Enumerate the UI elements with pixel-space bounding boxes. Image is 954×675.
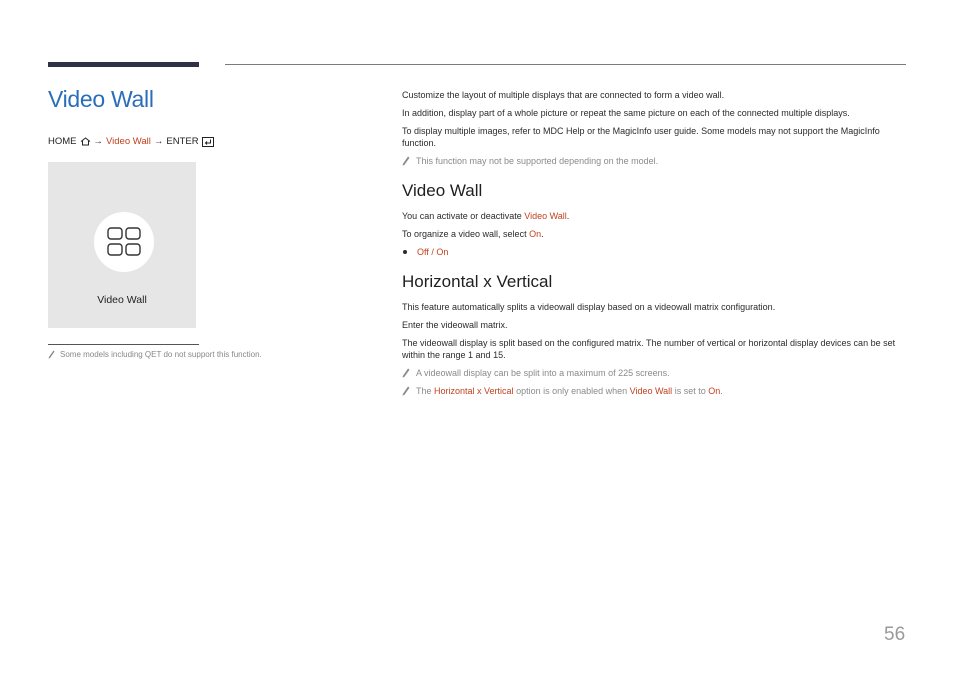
note-text: A videowall display can be split into a maximum of 225 screens. [416, 368, 670, 378]
option-list-item [402, 246, 906, 258]
footnote-rule [48, 344, 199, 345]
page-title: Video Wall [48, 86, 154, 112]
highlight-horizontal-x-vertical: Horizontal x Vertical [434, 386, 514, 396]
highlight-video-wall: Video Wall [629, 386, 673, 396]
breadcrumb-home: HOME [48, 136, 77, 147]
option-separator: / [428, 247, 437, 257]
highlight-on: On [708, 386, 721, 396]
bullet-dot [403, 250, 407, 254]
pencil-icon [48, 350, 55, 359]
pencil-icon [402, 156, 410, 166]
intro-paragraph: To display multiple images, refer to MDC Help or the MagicInfo user guide. Some models may not support the MagicInfo function. [402, 126, 880, 148]
pencil-icon [402, 386, 410, 396]
option-off: Off [417, 247, 429, 257]
breadcrumb-arrow: → [93, 136, 103, 147]
breadcrumb-video-wall: Video Wall [106, 136, 151, 147]
highlight-on: On [529, 229, 542, 239]
option-on: On [436, 247, 449, 257]
intro-paragraph: In addition, display part of a whole picture or repeat the same picture on each of the connected multiple displays. [402, 108, 850, 118]
footnote-text: Some models including QET do not support this function. [60, 350, 262, 359]
note [402, 367, 906, 379]
grid-2x2-icon [106, 224, 142, 260]
note [402, 155, 906, 167]
home-icon [80, 137, 91, 146]
section-heading-video-wall: Video Wall [402, 181, 483, 200]
breadcrumb [48, 136, 214, 147]
enter-icon [202, 137, 214, 147]
menu-illustration [48, 162, 196, 328]
highlight-video-wall: Video Wall [524, 211, 567, 221]
section-heading-horizontal-x-vertical: Horizontal x Vertical [402, 272, 553, 291]
paragraph: To organize a video wall, select On. [402, 229, 544, 239]
header-accent-bar [48, 62, 199, 67]
header-rule [225, 64, 906, 65]
menu-label: Video Wall [97, 294, 147, 306]
paragraph: The videowall display is split based on the configured matrix. The number of vertical or horizontal display devices can be set within the range 1 and 15. [402, 338, 896, 360]
pencil-icon [402, 368, 410, 378]
intro-paragraph: Customize the layout of multiple displays that are connected to form a video wall. [402, 90, 725, 100]
breadcrumb-enter: ENTER [166, 136, 199, 147]
note-text: This function may not be supported depending on the model. [416, 156, 659, 166]
main-content [402, 89, 906, 403]
breadcrumb-arrow: → [153, 136, 164, 147]
menu-icon-circle [94, 212, 154, 272]
paragraph: Enter the videowall matrix. [402, 320, 508, 330]
paragraph: This feature automatically splits a videowall display based on a videowall matrix configuration. [402, 302, 776, 312]
paragraph: You can activate or deactivate Video Wall. [402, 211, 570, 221]
note-text: The Horizontal x Vertical option is only enabled when Video Wall is set to On. [416, 386, 723, 396]
footnote [48, 350, 262, 359]
note [402, 385, 906, 397]
page-number: 56 [884, 624, 906, 645]
